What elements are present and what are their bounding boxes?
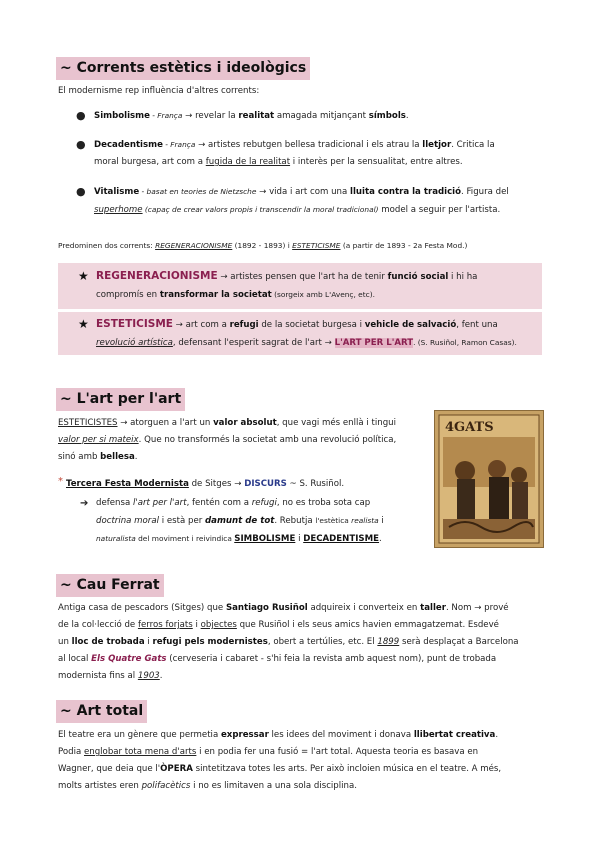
poster-illustration — [435, 411, 543, 547]
bullet-dot-icon: ● — [76, 185, 86, 198]
section-title-corrents: ~ Corrents estètics i ideològics — [56, 57, 310, 80]
poster-title: 4GATS — [445, 420, 494, 435]
festa-sub-text: defensa l'art per l'art, fentén com a refugi, no es troba sota cap doctrina moral i està per damunt de tot. Rebutja l'estètica realista i naturalista del moviment i reivindica SIMBOLISME i DECADENTISME. — [96, 498, 384, 544]
esteticisme-text: ESTETICISME → art com a refugi de la societat burgesa i vehicle de salvació, fent una revolució artística, defensant l'esperit sagrat de l'art → L'ART PER L'ART. (S. Rusiñol, Ramon Casas). — [96, 318, 517, 348]
section-title-art-per-art: ~ L'art per l'art — [56, 388, 185, 411]
festa-line: Tercera Festa Modernista de Sitges → DISCURS ~ S. Rusiñol. — [66, 479, 345, 489]
bullet-dot-icon: ● — [76, 138, 86, 151]
regeneracionisme-text: REGENERACIONISME → artistes pensen que l'art ha de tenir funció social i hi ha compromís en transformar la societat (sorgeix amb L'Avenç, etc). — [96, 270, 478, 300]
intro-text: El modernisme rep influència d'altres corrents: — [58, 86, 260, 96]
star-icon: ★ — [78, 269, 89, 283]
art-total-paragraph: El teatre era un gènere que permetia expressar les idees del moviment i donava llibertat creativa. Podia englobar tota mena d'arts i en podia fer una fusió = l'art total. Aquesta teoria es basava en Wagner, que deia que l'ÒPERA sintetitzava totes les arts. Per això incloien música en el teatre. A més, molts artistes eren polifacètics i no es limitaven a una sola disciplina. — [58, 730, 502, 791]
cau-ferrat-paragraph: Antiga casa de pescadors (Sitges) que Santiago Rusiñol adquireix i converteix en taller. Nom → prové de la col·lecció de ferros forjats i objectes que Rusiñol i els seus amics havien emmagatzemat. Esdevé un lloc de trobada i refugi pels modernistes, obert a tertúlies, etc. El 1899 serà desplaçat a Barcelona al local Els Quatre Gats (cerveseria i cabaret - s'hi feia la revista amb aquest nom), punt de trobada modernista fins al 1903. — [58, 603, 519, 681]
esteticistes-paragraph: ESTETICISTES → atorguen a l'art un valor absolut, que vagi més enllà i tingui valor per si mateix. Que no transformés la societat amb una revolució política, sinó amb bellesa. — [58, 418, 397, 462]
asterisk-icon: * — [58, 476, 63, 487]
section-title-cau-ferrat: ~ Cau Ferrat — [56, 574, 164, 597]
item-simbolisme: Simbolisme - França → revelar la realitat amagada mitjançant símbols. — [94, 111, 409, 121]
item-vitalisme: Vitalisme - basat en teories de Nietzsche → vida i art com una lluita contra la tradició. Figura del superhome (capaç de crear valors propis i transcendir la moral tradicional) model a seguir per l'artista. — [94, 187, 509, 215]
predominen-text: Predominen dos corrents: REGENERACIONISME (1892 - 1893) i ESTETICISME (a partir de 1893 - 2a Festa Mod.) — [58, 241, 468, 250]
arrow-icon: ➔ — [80, 498, 89, 509]
quatre-gats-poster-image — [434, 410, 544, 548]
item-decadentisme: Decadentisme - França → artistes rebutgen bellesa tradicional i els atrau la lletjor. Critica la moral burgesa, art com a fugida de la realitat i interès per la sensualitat, entre altres. — [94, 140, 495, 167]
star-icon: ★ — [78, 317, 89, 331]
bullet-dot-icon: ● — [76, 109, 86, 122]
section-title-art-total: ~ Art total — [56, 700, 147, 723]
